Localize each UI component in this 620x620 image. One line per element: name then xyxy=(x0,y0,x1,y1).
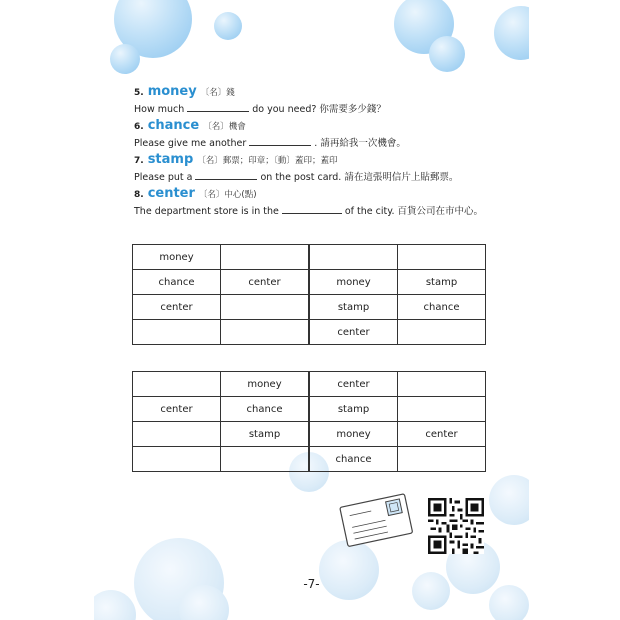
grid-cell xyxy=(221,320,310,345)
sentence-start: The department store is in the xyxy=(134,205,279,217)
grid-cell: money xyxy=(221,372,310,397)
entry-5-headword xyxy=(134,84,514,102)
grid-cell: chance xyxy=(221,397,310,422)
vocab-word: center xyxy=(147,186,195,201)
grid-row xyxy=(133,422,486,447)
grid-cell xyxy=(133,372,221,397)
sentence-start: Please give me another xyxy=(134,137,247,149)
example-sentence xyxy=(134,136,514,153)
part-of-speech: 〔名〕錢 xyxy=(200,88,235,98)
postcard-illustration xyxy=(337,488,417,550)
fill-in-blank[interactable] xyxy=(187,102,249,112)
bubble-decoration xyxy=(429,36,465,72)
qr-code-icon[interactable] xyxy=(428,498,484,554)
word-grid-2 xyxy=(132,371,486,472)
bubble-decoration xyxy=(489,475,529,525)
grid-cell: center xyxy=(221,270,310,295)
part-of-speech: 〔名〕機會 xyxy=(203,122,246,132)
grid-cell xyxy=(221,447,310,472)
bubble-decoration xyxy=(494,6,529,60)
worksheet-page xyxy=(94,0,529,620)
entry-number: 5. xyxy=(134,88,144,98)
grid-cell xyxy=(221,245,310,270)
grid-cell xyxy=(133,422,221,447)
sentence-end: . 請再給我一次機會。 xyxy=(314,137,406,149)
part-of-speech: 〔名〕郵票；印章；〔動〕蓋印；蓋印 xyxy=(197,156,338,166)
bubble-decoration xyxy=(110,44,140,74)
grid-cell xyxy=(398,320,486,345)
example-sentence xyxy=(134,204,514,221)
grid-cell: center xyxy=(309,320,398,345)
sentence-end: on the post card. 請在這張明信片上貼郵票。 xyxy=(260,171,459,183)
grid-row xyxy=(133,397,486,422)
grid-cell: money xyxy=(309,270,398,295)
grid-cell xyxy=(133,447,221,472)
grid-cell: stamp xyxy=(309,397,398,422)
grid-row xyxy=(133,295,486,320)
grid-cell: money xyxy=(309,422,398,447)
entry-number: 6. xyxy=(134,122,144,132)
grid-row xyxy=(133,245,486,270)
grid-row xyxy=(133,270,486,295)
vocab-word: stamp xyxy=(147,152,194,167)
grid-cell xyxy=(398,397,486,422)
grid-cell xyxy=(398,372,486,397)
grid-cell xyxy=(398,245,486,270)
grid-cell: chance xyxy=(309,447,398,472)
grid-row xyxy=(133,320,486,345)
grid-cell: center xyxy=(133,295,221,320)
grid-cell: center xyxy=(133,397,221,422)
sentence-start: Please put a xyxy=(134,171,193,183)
grid-cell xyxy=(221,295,310,320)
grid-cell xyxy=(133,320,221,345)
grid-cell: stamp xyxy=(309,295,398,320)
fill-in-blank[interactable] xyxy=(195,170,257,180)
bubble-decoration xyxy=(94,590,136,620)
vocabulary-list xyxy=(134,84,514,220)
grid-cell: center xyxy=(309,372,398,397)
word-grid-1 xyxy=(132,244,486,345)
grid-cell: chance xyxy=(398,295,486,320)
sentence-end: do you need? 你需要多少錢？ xyxy=(252,103,386,115)
grid-cell: stamp xyxy=(221,422,310,447)
sentence-end: of the city. 百貨公司在市中心。 xyxy=(344,205,484,217)
bubble-decoration xyxy=(214,12,242,40)
grid-row xyxy=(133,372,486,397)
entry-number: 7. xyxy=(134,156,144,166)
example-sentence xyxy=(134,102,514,119)
vocab-word: money xyxy=(147,84,197,99)
grid-cell xyxy=(398,447,486,472)
grid-cell xyxy=(309,245,398,270)
grid-cell: center xyxy=(398,422,486,447)
grid-cell: money xyxy=(133,245,221,270)
example-sentence xyxy=(134,170,514,187)
grid-cell: chance xyxy=(133,270,221,295)
fill-in-blank[interactable] xyxy=(249,136,311,146)
entry-number: 8. xyxy=(134,190,144,200)
entry-7-headword xyxy=(134,152,514,170)
grid-row xyxy=(133,447,486,472)
fill-in-blank[interactable] xyxy=(282,204,342,214)
page-number: -7- xyxy=(303,577,320,591)
vocab-word: chance xyxy=(147,118,200,133)
part-of-speech: 〔名〕中心(點) xyxy=(198,190,257,200)
sentence-start: How much xyxy=(134,103,185,115)
entry-6-headword xyxy=(134,118,514,136)
entry-8-headword xyxy=(134,186,514,204)
grid-cell: stamp xyxy=(398,270,486,295)
